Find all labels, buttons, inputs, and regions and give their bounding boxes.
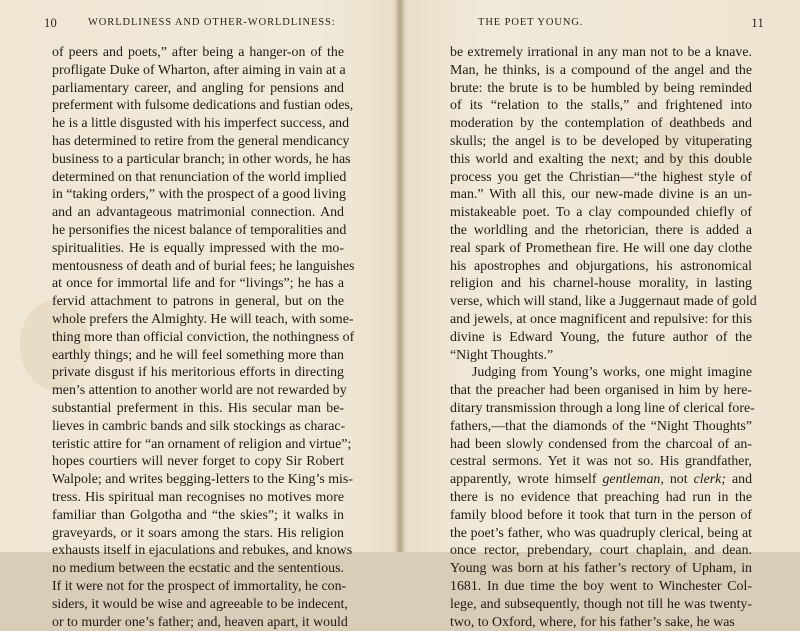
text-line: private disgust if his meritorious efforts in directing bbox=[52, 364, 344, 382]
text-line: skulls; the angel is to be developed by vituperating bbox=[450, 133, 752, 151]
text-line: family blood before it took that turn in the person of bbox=[450, 507, 752, 525]
text-line: lege, and subsequently, though not till he was twenty- bbox=[450, 596, 752, 614]
text-line: religion and his charnel-house morality, in lasting bbox=[450, 275, 752, 293]
text-line: graveyards, or it soars among the stars. His religion bbox=[52, 525, 344, 543]
text-line: Walpole; and writes begging-letters to the King’s mis- bbox=[52, 471, 344, 489]
text-line: spiritualities. He is equally impressed with the mo- bbox=[52, 240, 344, 258]
text-line: in “taking orders,” with the prospect of a good living bbox=[52, 186, 344, 204]
text-line bbox=[450, 471, 752, 489]
text-line: parliamentary career, and angling for pensions and bbox=[52, 80, 344, 98]
text-line-part: apparently, wrote himself bbox=[450, 472, 596, 487]
text-line-part: and bbox=[732, 472, 752, 487]
text-line: real spark of Promethean fire. He will one day clothe bbox=[450, 240, 752, 258]
text-line: thing more than official conviction, the nothingness of bbox=[52, 329, 344, 347]
text-line: this world and exalting the next; and by this double bbox=[450, 151, 752, 169]
text-line: teristic attire for “an ornament of religion and virtue”; bbox=[52, 436, 344, 454]
text-line: If it were not for the prospect of immortality, he con- bbox=[52, 578, 344, 596]
text-line: and jewels, at once magnificent and repulsive: for this bbox=[450, 311, 752, 329]
text-line: at once for immortal life and for “livings”; he has a bbox=[52, 275, 344, 293]
text-line: he personifies the nicest balance of temporalities and bbox=[52, 222, 344, 240]
text-line: once rector, prebendary, court chaplain, and dean. bbox=[450, 542, 752, 560]
running-head: THE POET YOUNG. bbox=[478, 17, 583, 28]
text-line: brute: the brute is to be humbled by being reminded bbox=[450, 80, 752, 98]
text-line: verse, which will stand, like a Juggernaut made of gold bbox=[450, 293, 752, 311]
text-line: preferment with fulsome dedications and fustian odes, bbox=[52, 97, 344, 115]
text-line: cestral sermons. Yet it was not so. His grandfather, bbox=[450, 453, 752, 471]
text-line: man.” With all this, our new-made divine is an un- bbox=[450, 186, 752, 204]
text-line: 1681. In due time the boy went to Winchester Col- bbox=[450, 578, 752, 596]
text-line: of peers and poets,” after being a hanger-on of the bbox=[52, 44, 344, 62]
text-line: no medium between the ecstatic and the sententious. bbox=[52, 560, 344, 578]
italic-word: clerk; bbox=[694, 472, 726, 487]
text-line: mistakeable poet. To a clay compounded chiefly of bbox=[450, 204, 752, 222]
text-line: profligate Duke of Wharton, after aiming in vain at a bbox=[52, 62, 344, 80]
text-line: substantial preferment in this. His secular man be- bbox=[52, 400, 344, 418]
text-line: whole prefers the Almighty. He will teach, with some- bbox=[52, 311, 344, 329]
text-line: siders, it would be wise and agreeable to be indecent, bbox=[52, 596, 344, 614]
text-line: ditary transmission through a long line of clerical fore- bbox=[450, 400, 752, 418]
text-line: there is no evidence that preaching had run in the bbox=[450, 489, 752, 507]
text-line: familiar than Golgotha and “the skies”; it walks in bbox=[52, 507, 344, 525]
text-line: Judging from Young’s works, one might imagine bbox=[450, 364, 752, 382]
text-line: he is a little disgusted with his imperfect success, and bbox=[52, 115, 344, 133]
text-line: men’s attention to another world are not rewarded by bbox=[52, 382, 344, 400]
running-head: WORLDLINESS AND OTHER-WORLDLINESS: bbox=[88, 17, 336, 28]
body-text bbox=[52, 44, 344, 631]
body-text bbox=[450, 44, 752, 631]
text-line: fathers,—that the diamonds of the “Night Thoughts” bbox=[450, 418, 752, 436]
text-line: and an advantageous matrimonial connection. And bbox=[52, 204, 344, 222]
text-line: “Night Thoughts.” bbox=[450, 347, 752, 365]
text-line: determined on that renunciation of the world implied bbox=[52, 169, 344, 187]
text-line: has determined to retire from the general mendicancy bbox=[52, 133, 344, 151]
text-line: or to murder one’s father; and, heaven apart, it would bbox=[52, 614, 344, 631]
text-line: fervid attachment to patrons in general, but on the bbox=[52, 293, 344, 311]
text-line: lieves in cambric bands and silk stockings as charac- bbox=[52, 418, 344, 436]
text-line: process you get the Christian—“the highest style of bbox=[450, 169, 752, 187]
text-line: two, to Oxford, where, for his father’s sake, he was bbox=[450, 614, 752, 631]
text-line: that the preacher had been organised in him by here- bbox=[450, 382, 752, 400]
text-line: his apostrophes and objurgations, his astronomical bbox=[450, 258, 752, 276]
page-number: 10 bbox=[44, 16, 57, 31]
right-page bbox=[402, 0, 800, 552]
italic-word: gentleman, bbox=[602, 472, 663, 487]
text-line: the poet’s father, who was quadruply clerical, being at bbox=[450, 525, 752, 543]
page-number: 11 bbox=[751, 16, 764, 31]
text-line: mentousness of death and of burial fees; he languishes bbox=[52, 258, 344, 276]
text-line: Man, he thinks, is a compound of the angel and the bbox=[450, 62, 752, 80]
left-page bbox=[0, 0, 398, 552]
text-line: earthly things; and he will feel something more than bbox=[52, 347, 344, 365]
text-line: business to a particular branch; in other words, he has bbox=[52, 151, 344, 169]
text-line: be extremely irrational in any man not to be a knave. bbox=[450, 44, 752, 62]
text-line-part: not bbox=[670, 472, 688, 487]
text-line: of its “relation to the stalls,” and frightened into bbox=[450, 97, 752, 115]
text-line: had been slowly condensed from the charcoal of an- bbox=[450, 436, 752, 454]
text-line: exhausts itself in ejaculations and rebukes, and knows bbox=[52, 542, 344, 560]
text-line: moderation by the contemplation of deathbeds and bbox=[450, 115, 752, 133]
text-line: hopes courtiers will never forget to copy Sir Robert bbox=[52, 453, 344, 471]
text-line: Young was born at his father’s rectory of Upham, in bbox=[450, 560, 752, 578]
text-line: the worldling and the rhetorician, there is added a bbox=[450, 222, 752, 240]
text-line: tress. His spiritual man recognises no motives more bbox=[52, 489, 344, 507]
text-line: divine is Edward Young, the future author of the bbox=[450, 329, 752, 347]
